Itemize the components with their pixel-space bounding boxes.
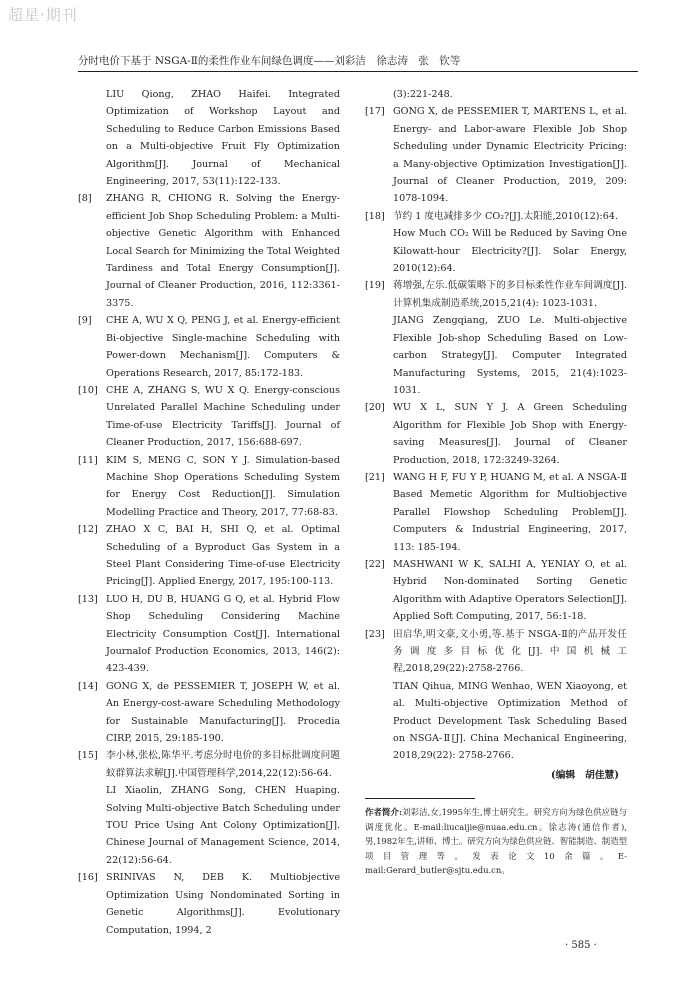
reference-number: [10] xyxy=(78,384,98,396)
reference-item xyxy=(365,399,627,469)
reference-text: (3):221-248. xyxy=(393,89,453,100)
reference-text-english: TIAN Qihua, MING Wenhao, WEN Xiaoyong, et al. Multi-objective Optimization Method of Product Development Task Scheduling Based on NSGA-Ⅱ[J]. China Mechanical Engineering, 2018,29(22): 2758-2766. xyxy=(393,680,627,762)
reference-item xyxy=(365,469,627,556)
reference-item xyxy=(78,190,340,312)
reference-item xyxy=(78,521,340,591)
reference-text: MASHWANI W K, SALHI A, YENIAY O, et al. Hybrid Non-dominated Sorting Genetic Algorithm with Adaptive Operators Selection[J]. Applied Soft Computing, 2017, 56:1-18. xyxy=(393,558,627,623)
reference-text: ZHAO X C, BAI H, SHI Q, et al. Optimal Scheduling of a Byproduct Gas System in a Steel Plant Considering Time-of-use Electricity Pricing[J]. Applied Energy, 2017, 195:100-113. xyxy=(106,524,340,588)
reference-number: [22] xyxy=(365,558,385,570)
reference-number: [16] xyxy=(78,872,98,884)
reference-text-english: JIANG Zengqiang, ZUO Le. Multi-objective Flexible Job-shop Scheduling Based on Low-carbon Strategy[J]. Computer Integrated Manufacturing Systems, 2015, 21(4):1023-1031. xyxy=(393,315,627,396)
references-right-column xyxy=(365,86,627,878)
footnote-divider xyxy=(365,798,475,799)
reference-item xyxy=(78,382,340,452)
reference-text: WU X L, SUN Y J. A Green Scheduling Algorithm for Flexible Job Shop with Energy-saving Measures[J]. Journal of Cleaner Production, 2018, 172:3249-3264. xyxy=(393,402,627,466)
reference-text-english: How Much CO₂ Will be Reduced by Saving One Kilowatt-hour Electricity?[J]. Solar Energy, 2010(12):64. xyxy=(393,228,627,275)
reference-text: 田启华,明文豪,文小勇,等.基于 NSGA-Ⅱ的产品开发任务调度多目标优化[J].中国机械工程,2018,29(22):2758-2766. xyxy=(393,628,627,675)
reference-text: 蒋增强,左乐.低碳策略下的多目标柔性作业车间调度[J].计算机集成制造系统,2015,21(4): 1023-1031. xyxy=(393,280,627,309)
reference-number: [19] xyxy=(365,280,385,292)
reference-text: 李小林,张松,陈华平.考虑分时电价的多目标批调度问题蚁群算法求解[J].中国管理科学,2014,22(12):56-64. xyxy=(106,750,340,779)
author-note-text: 刘彩洁,女,1995年生,博士研究生。研究方向为绿色供应链与调度优化。E-mail:liucaijie@nuaa.edu.cn。徐志涛(通信作者),男,1982年生,讲师、博士。研究方向为绿色供应链、智能制造、制造型项目管理等。发表论文10余篇。E-mail:Gerard_butler@sjtu.edu.cn。 xyxy=(365,807,627,876)
reference-text: GONG X, de PESSEMIER T, MARTENS L, et al. Energy- and Labor-aware Flexible Job Shop Scheduling under Dynamic Electricity Pricing: a Many-objective Optimization Investigation[J]. Journal of Cleaner Production, 2019, 209: 1078-1094. xyxy=(393,106,627,205)
reference-text: LIU Qiong, ZHAO Haifei. Integrated Optimization of Workshop Layout and Scheduling to Reduce Carbon Emissions Based on a Multi-objective Fruit Fly Optimization Algorithm[J]. Journal of Mechanical Engineering, 2017, 53(11):122-133. xyxy=(106,89,340,188)
reference-text: KIM S, MENG C, SON Y J. Simulation-based Machine Shop Operations Scheduling System for Energy Cost Reduction[J]. Simulation Modelling Practice and Theory, 2017, 77:68-83. xyxy=(106,454,340,518)
reference-number: [9] xyxy=(78,315,92,327)
reference-item xyxy=(78,452,340,522)
references-left-column xyxy=(78,86,340,939)
reference-item xyxy=(78,312,340,382)
reference-number: [23] xyxy=(365,628,385,640)
reference-item xyxy=(365,103,627,207)
reference-item xyxy=(365,86,627,103)
reference-text: CHE A, WU X Q, PENG J, et al. Energy-efficient Bi-objective Single-machine Scheduling with Power-down Mechanism[J]. Computers & Operations Research, 2017, 85:172-183. xyxy=(106,315,340,379)
reference-number: [13] xyxy=(78,593,98,605)
running-head: 分时电价下基于 NSGA-Ⅱ的柔性作业车间绿色调度——刘彩洁 徐志涛 张 钦等 xyxy=(78,55,461,67)
reference-number: [21] xyxy=(365,471,385,483)
editor-credit: (编辑 胡佳慧) xyxy=(550,769,619,781)
reference-item xyxy=(365,208,627,278)
reference-item xyxy=(365,626,627,765)
reference-number: [18] xyxy=(365,210,385,222)
reference-text: ZHANG R, CHIONG R. Solving the Energy-efficient Job Shop Scheduling Problem: a Multi-objective Genetic Algorithm with Enhanced Local Search for Minimizing the Total Weighted Tardiness and Total Energy Consumption[J]. Journal of Cleaner Production, 2016, 112:3361-3375. xyxy=(106,193,340,309)
reference-item xyxy=(78,869,340,939)
reference-item xyxy=(365,277,627,399)
reference-item xyxy=(78,678,340,748)
reference-text: GONG X, de PESSEMIER T, JOSEPH W, et al. An Energy-cost-aware Scheduling Methodology for Sustainable Manufacturing[J]. Procedia CIRP, 2015, 29:185-190. xyxy=(106,680,340,745)
reference-number: [17] xyxy=(365,106,385,118)
reference-text: SRINIVAS N, DEB K. Multiobjective Optimization Using Nondominated Sorting in Genetic Algorithms[J]. Evolutionary Computation, 1994, 2 xyxy=(106,872,340,936)
reference-item xyxy=(78,747,340,869)
reference-number: [20] xyxy=(365,402,385,414)
reference-number: [8] xyxy=(78,193,92,205)
reference-text: 节约 1 度电减排多少 CO₂?[J].太阳能,2010(12):64. xyxy=(393,210,619,222)
reference-text-english: LI Xiaolin, ZHANG Song, CHEN Huaping. Solving Multi-objective Batch Scheduling under TOU Price Using Ant Colony Optimization[J]. Chinese Journal of Management Science, 2014, 22(12):56-64. xyxy=(106,785,340,866)
journal-watermark: 超星·期刊 xyxy=(8,6,78,24)
reference-number: [11] xyxy=(78,454,98,466)
reference-text: WANG H F, FU Y P, HUANG M, et al. A NSGA-Ⅱ Based Memetic Algorithm for Multiobjective Parallel Flowshop Scheduling Problem[J]. Computers & Industrial Engineering, 2017, 113: 185-194. xyxy=(393,471,627,553)
reference-item xyxy=(365,556,627,626)
reference-text: LUO H, DU B, HUANG G Q, et al. Hybrid Flow Shop Scheduling Considering Machine Electricity Consumption Cost[J]. International Journalof Production Economics, 2013, 146(2): 423-439. xyxy=(106,593,340,675)
author-note-label: 作者简介: xyxy=(365,807,403,818)
header-divider xyxy=(78,71,638,72)
reference-number: [12] xyxy=(78,524,98,536)
reference-item xyxy=(78,591,340,678)
reference-number: [14] xyxy=(78,680,98,692)
reference-item xyxy=(78,86,340,190)
reference-text: CHE A, ZHANG S, WU X Q. Energy-conscious Unrelated Parallel Machine Scheduling under Time-of-use Electricity Tariffs[J]. Journal of Cleaner Production, 2017, 156:688-697. xyxy=(106,384,340,449)
author-footnote xyxy=(365,805,627,878)
reference-number: [15] xyxy=(78,750,98,762)
page-number: · 585 · xyxy=(565,940,597,951)
